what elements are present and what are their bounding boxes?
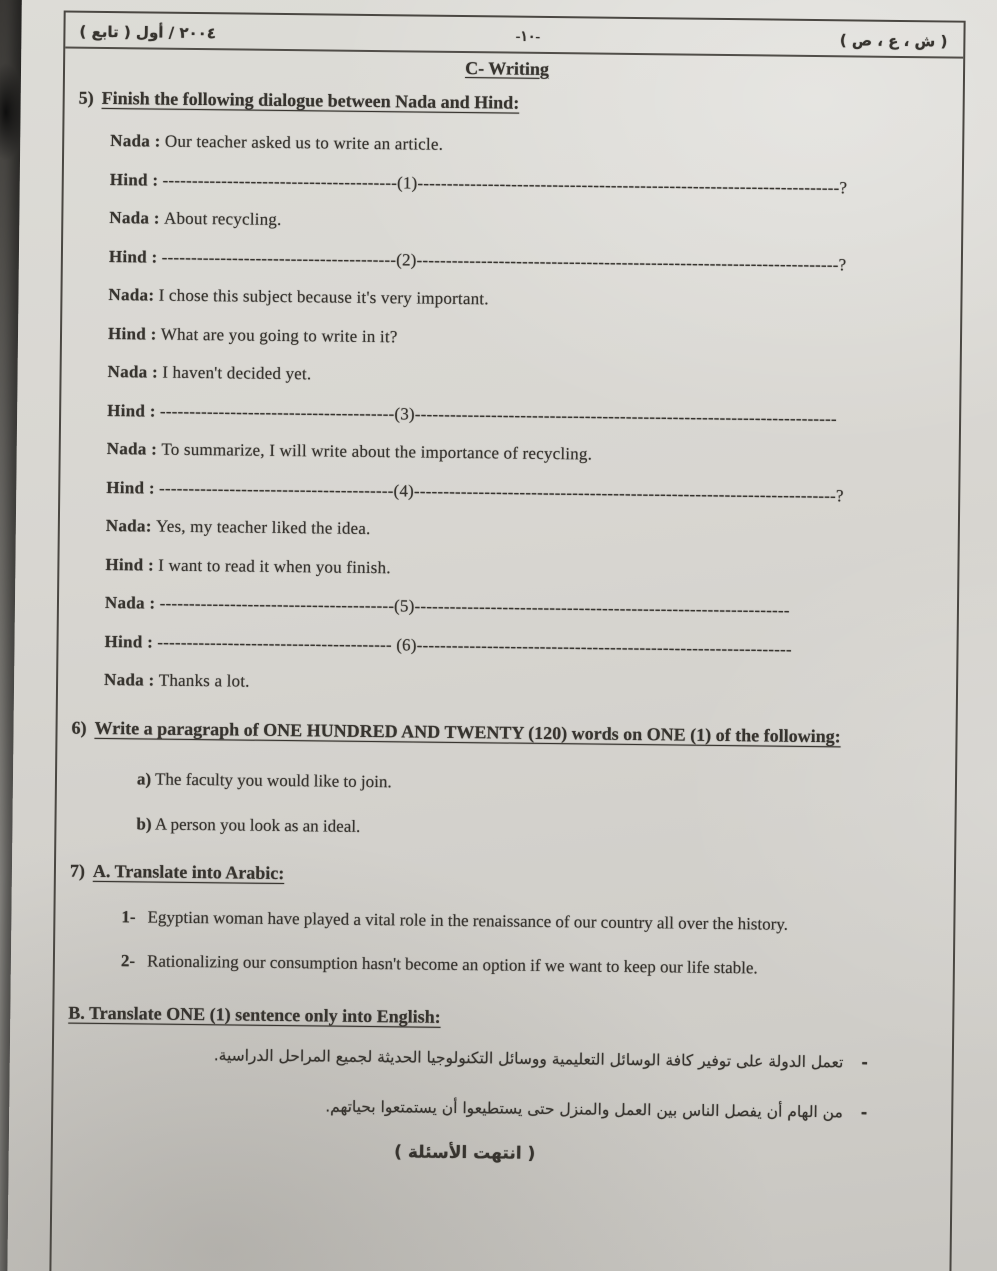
dialogue-blank-3: ----------------------------------------(3)------------------------------------------------------------------------ xyxy=(159,401,837,428)
option-b xyxy=(136,801,926,855)
q6-options xyxy=(70,755,927,855)
speaker-name: Nada : xyxy=(110,131,161,151)
speaker-name: Hind : xyxy=(106,477,155,498)
arabic-sentence-text: تعمل الدولة على توفير كافة الوسائل التعليمية ووسائل التكنولوجيا الحديثة لجميع المراحل الدراسية. xyxy=(213,1045,844,1071)
option-label: b) xyxy=(136,813,152,834)
speaker-name: Hind : xyxy=(105,554,155,575)
dialogue-blank-6: ---------------------------------------- (6)---------------------------------------------------------------- xyxy=(157,632,792,659)
option-text: A person you look as an ideal. xyxy=(154,814,361,836)
dialogue-text: About recycling. xyxy=(163,208,282,229)
speaker-name: Hind : xyxy=(108,246,158,267)
arabic-sentences xyxy=(67,1032,924,1128)
dialogue-text: I chose this subject because it's very important. xyxy=(158,285,489,309)
q7a-heading: A. Translate into Arabic: xyxy=(92,860,285,883)
speaker-name: Nada : xyxy=(109,208,160,228)
dialogue-text: To summarize, I will write about the importance of recycling. xyxy=(161,439,593,464)
q7-heading-row xyxy=(70,850,926,900)
translate-item-1 xyxy=(121,897,925,946)
dialogue-text: I haven't decided yet. xyxy=(162,362,312,384)
dialogue-blank-2: ----------------------------------------(2)------------------------------------------------------------------------? xyxy=(161,247,847,274)
speaker-name: Nada : xyxy=(106,438,158,459)
dialogue-blank-4: ----------------------------------------(4)------------------------------------------------------------------------? xyxy=(159,478,844,505)
dialogue-line xyxy=(104,661,928,709)
dialogue-text: Our teacher asked us to write an article. xyxy=(164,131,444,154)
translate-items xyxy=(69,896,926,990)
exam-code-label: ( ش ، ع ، ص ) xyxy=(839,31,948,51)
exam-session-label: ٢٠٠٤ / أول ( تابع ) xyxy=(79,22,217,43)
option-label: a) xyxy=(136,768,152,789)
arabic-sentence-1 xyxy=(68,1038,868,1077)
item-label: 1- xyxy=(121,906,136,926)
page-number: -١٠- xyxy=(515,29,541,45)
q5-heading: Finish the following dialogue between Nada and Hind: xyxy=(101,87,520,113)
translate-item-2 xyxy=(121,941,925,990)
dialogue-text: Yes, my teacher liked the idea. xyxy=(155,516,371,538)
page-content xyxy=(53,48,964,1168)
dialogue-block xyxy=(72,122,934,709)
speaker-name: Nada : xyxy=(104,592,156,613)
dialogue-text: I want to read it when you finish. xyxy=(158,555,391,577)
arabic-sentence-text: من الهام أن يفصل الناس بين العمل والمنزل حتى يستطيعوا أن يستمتعوا بحياتهم. xyxy=(325,1097,843,1121)
q5-heading-row xyxy=(78,78,934,128)
speaker-name: Hind : xyxy=(107,400,156,421)
dialogue-text: What are you going to write in it? xyxy=(160,324,398,346)
speaker-name: Nada : xyxy=(104,669,155,690)
speaker-name: Hind : xyxy=(104,631,154,652)
speaker-name: Nada: xyxy=(108,285,155,305)
q7b-heading: B. Translate ONE (1) sentence only into English: xyxy=(68,1002,441,1027)
speaker-name: Nada: xyxy=(105,515,152,536)
speaker-name: Nada : xyxy=(107,361,159,382)
q5-number: 5) xyxy=(78,87,94,108)
dialogue-blank-5: ----------------------------------------(5)---------------------------------------------------------------- xyxy=(159,593,790,620)
item-text: Egyptian woman have played a vital role in the renaissance of our country all over the history. xyxy=(147,906,789,934)
dash-bullet: - xyxy=(861,1053,868,1072)
section-title-writing: C- Writing xyxy=(465,58,550,79)
speaker-name: Hind : xyxy=(107,323,157,344)
item-label: 2- xyxy=(120,950,136,970)
option-text: The faculty you would like to join. xyxy=(155,769,392,791)
speaker-name: Hind : xyxy=(109,169,159,190)
arabic-sentence-2 xyxy=(67,1088,867,1127)
q6-heading: Write a paragraph of ONE HUNDRED AND TWENTY (120) words on ONE (1) of the following: xyxy=(94,717,841,746)
page-frame xyxy=(49,10,966,1271)
item-text: Rationalizing our consumption hasn't become an option if we want to keep our life stable. xyxy=(146,950,758,977)
q7-number: 7) xyxy=(69,860,86,881)
q6-heading-row xyxy=(71,707,927,758)
dialogue-text: Thanks a lot. xyxy=(158,670,250,691)
paper-sheet xyxy=(7,0,997,1271)
end-of-questions-note: ( انتهت الأسئلة ) xyxy=(394,1141,536,1164)
q6-number: 6) xyxy=(71,717,87,738)
dash-bullet: - xyxy=(860,1103,868,1122)
dialogue-blank-1: ----------------------------------------(1)------------------------------------------------------------------------? xyxy=(162,170,848,197)
